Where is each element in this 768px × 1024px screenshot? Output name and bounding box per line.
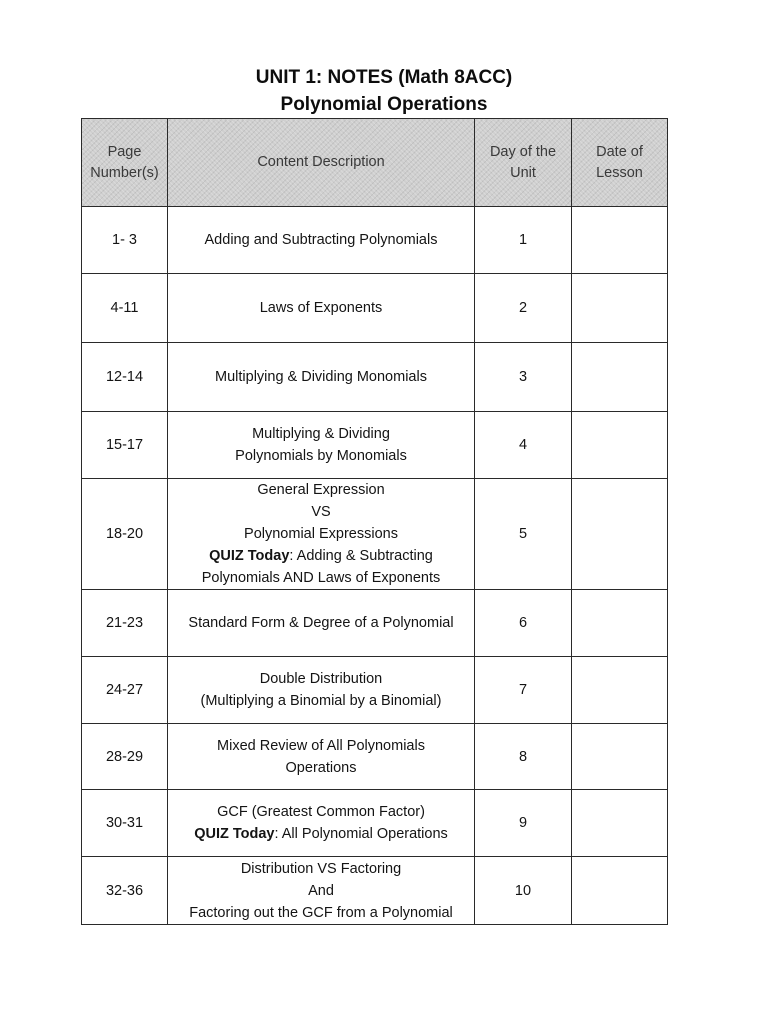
description-line: VS <box>311 504 331 520</box>
content-description-cell <box>168 412 475 479</box>
page-numbers-cell: 32-36 <box>82 857 168 925</box>
table-row <box>82 790 668 857</box>
table-row <box>82 343 668 412</box>
day-cell: 8 <box>475 724 572 790</box>
date-cell <box>572 857 668 925</box>
description-line: Adding and Subtracting Polynomials <box>204 232 438 248</box>
header-date-line1: Date of <box>596 143 643 160</box>
page-numbers-cell: 15-17 <box>82 412 168 479</box>
notes-table <box>81 118 668 925</box>
header-day-of-unit <box>475 119 572 207</box>
day-cell: 5 <box>475 479 572 590</box>
quiz-text: : Adding & Subtracting <box>289 548 433 564</box>
description-line: Operations <box>285 759 357 776</box>
description-line: Polynomials by Monomials <box>235 448 407 464</box>
content-description-cell <box>168 857 475 925</box>
header-date-line2: Lesson <box>596 164 643 181</box>
header-page-line2: Number(s) <box>90 164 159 181</box>
quiz-label: QUIZ Today <box>194 826 275 842</box>
description-line: General Expression <box>257 482 385 498</box>
table-row <box>82 857 668 925</box>
page-numbers-cell: 1- 3 <box>82 207 168 274</box>
quiz-line <box>172 545 470 567</box>
content-description-cell <box>168 207 475 274</box>
page-numbers-cell: 28-29 <box>82 724 168 790</box>
table-row <box>82 724 668 790</box>
table-row <box>82 207 668 274</box>
content-description-cell <box>168 724 475 790</box>
day-cell: 4 <box>475 412 572 479</box>
description-line: Polynomial Expressions <box>244 526 398 542</box>
date-cell <box>572 343 668 412</box>
date-cell <box>572 657 668 724</box>
description-line: Laws of Exponents <box>259 300 383 316</box>
table-row <box>82 590 668 657</box>
content-description-cell <box>168 657 475 724</box>
table-header-row <box>82 119 668 207</box>
unit-subtitle: Polynomial Operations <box>280 94 488 115</box>
table-row <box>82 412 668 479</box>
description-line: Multiplying & Dividing Monomials <box>215 369 427 385</box>
date-cell <box>572 590 668 657</box>
header-page-line1: Page <box>107 143 142 160</box>
quiz-line <box>172 823 470 845</box>
unit-title: UNIT 1: NOTES (Math 8ACC) <box>255 67 513 88</box>
date-cell <box>572 412 668 479</box>
day-cell: 3 <box>475 343 572 412</box>
quiz-text: : All Polynomial Operations <box>274 826 448 842</box>
day-cell: 9 <box>475 790 572 857</box>
quiz-line-continued: Polynomials AND Laws of Exponents <box>201 570 441 586</box>
table-row <box>82 274 668 343</box>
header-day-line2: Unit <box>510 164 536 181</box>
table-row <box>82 479 668 590</box>
content-description-cell <box>168 590 475 657</box>
page-numbers-cell: 24-27 <box>82 657 168 724</box>
header-content-label: Content Description <box>257 154 385 170</box>
day-cell: 1 <box>475 207 572 274</box>
description-line: Factoring out the GCF from a Polynomial <box>189 904 453 921</box>
page-numbers-cell: 4-11 <box>82 274 168 343</box>
day-cell: 7 <box>475 657 572 724</box>
description-line: (Multiplying a Binomial by a Binomial) <box>200 693 442 709</box>
date-cell <box>572 724 668 790</box>
description-line: And <box>308 882 334 899</box>
day-cell: 6 <box>475 590 572 657</box>
description-line: Standard Form & Degree of a Polynomial <box>188 615 454 631</box>
date-cell <box>572 207 668 274</box>
date-cell <box>572 274 668 343</box>
quiz-label: QUIZ Today <box>209 548 290 564</box>
content-description-cell <box>168 274 475 343</box>
description-line: Multiplying & Dividing <box>252 426 390 442</box>
date-cell <box>572 790 668 857</box>
content-description-cell <box>168 479 475 590</box>
description-line: Double Distribution <box>259 671 383 687</box>
page-numbers-cell: 18-20 <box>82 479 168 590</box>
date-cell <box>572 479 668 590</box>
content-description-cell <box>168 790 475 857</box>
description-line: GCF (Greatest Common Factor) <box>217 804 425 820</box>
description-line: Mixed Review of All Polynomials <box>217 737 425 754</box>
description-line: Distribution VS Factoring <box>240 860 402 877</box>
header-page-numbers <box>82 119 168 207</box>
header-day-line1: Day of the <box>489 143 557 160</box>
header-date-of-lesson <box>572 119 668 207</box>
content-description-cell <box>168 343 475 412</box>
day-cell: 2 <box>475 274 572 343</box>
header-content-description <box>168 119 475 207</box>
page-numbers-cell: 12-14 <box>82 343 168 412</box>
day-cell: 10 <box>475 857 572 925</box>
page-numbers-cell: 30-31 <box>82 790 168 857</box>
page-numbers-cell: 21-23 <box>82 590 168 657</box>
table-row <box>82 657 668 724</box>
document-title <box>0 64 768 118</box>
